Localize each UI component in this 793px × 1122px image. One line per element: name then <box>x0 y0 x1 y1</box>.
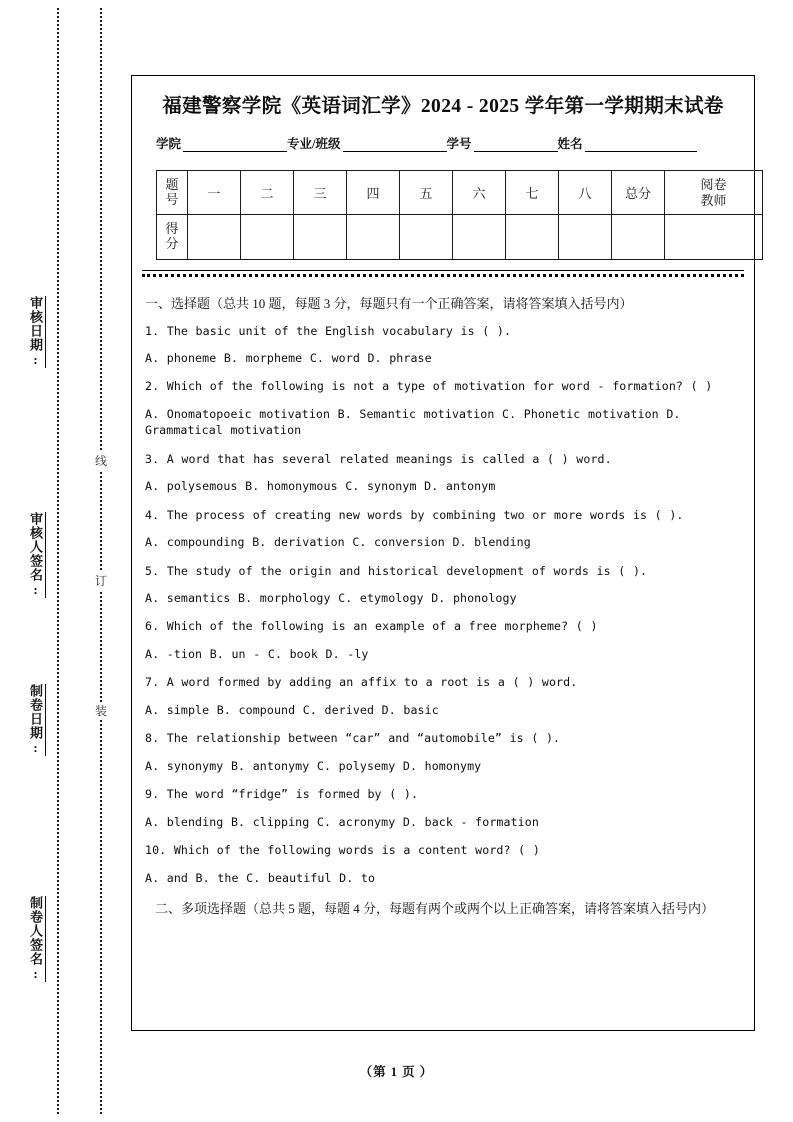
col-header-8: 八 <box>559 171 612 215</box>
section-two-heading: 二、多项选择题（总共 5 题，每题 4 分，每题有两个或两个以上正确答案，请将答案填入括号内） <box>155 901 715 917</box>
margin-label-maker-date <box>16 684 46 864</box>
question-options-10[interactable]: A. and B. the C. beautiful D. to <box>145 870 376 885</box>
binding-dotted-rule-outer <box>57 8 59 1114</box>
stub-score <box>157 215 188 260</box>
score-cell-3[interactable] <box>294 215 347 260</box>
student-name-field[interactable] <box>558 134 697 152</box>
binding-word-seal: 装 <box>90 702 112 720</box>
col-header-6: 六 <box>453 171 506 215</box>
binding-margin <box>0 0 130 1122</box>
section-one-heading: 一、选择题（总共 10 题，每题 3 分，每题只有一个正确答案，请将答案填入括号内） <box>145 296 633 311</box>
exam-paper-frame <box>131 75 755 1031</box>
score-cell-4[interactable] <box>347 215 400 260</box>
table-row-scores <box>157 215 763 260</box>
question-stem-9: 9. The word “fridge” is formed by ( ). <box>145 787 419 802</box>
student-name-input-blank[interactable] <box>585 138 697 152</box>
page-title: 福建警察学院《英语词汇学》2024 - 2025 学年第一学期期末试卷 <box>162 96 724 117</box>
stub-question-no-char1: 题 <box>165 176 179 192</box>
score-cell-grader[interactable] <box>665 215 763 260</box>
margin-label-review-signature-text: 审核人签名: <box>24 512 46 598</box>
score-table-container <box>156 170 730 260</box>
margin-label-review-signature <box>16 512 46 712</box>
stub-question-no-char2: 号 <box>165 191 179 207</box>
col-header-total: 总分 <box>612 171 665 215</box>
col-header-2: 二 <box>241 171 294 215</box>
question-options-4[interactable]: A. compounding B. derivation C. conversion D. blending <box>145 535 531 550</box>
question-options-1[interactable]: A. phoneme B. morpheme C. word D. phrase <box>145 350 432 365</box>
college-input-blank[interactable] <box>183 138 287 152</box>
stub-score-char1: 得 <box>165 221 179 237</box>
question-stem-1: 1. The basic unit of the English vocabulary is ( ). <box>145 323 512 338</box>
question-stem-5: 5. The study of the origin and historical development of words is ( ). <box>145 563 648 578</box>
col-header-1: 一 <box>188 171 241 215</box>
question-options-3[interactable]: A. polysemous B. homonymous C. synonym D. antonym <box>145 479 496 494</box>
student-name-label: 姓名 <box>557 137 583 151</box>
score-cell-2[interactable] <box>241 215 294 260</box>
margin-label-maker-signature-text: 制卷人签名: <box>24 896 46 982</box>
margin-label-maker-date-text: 制卷日期: <box>24 684 46 756</box>
separator-solid-line <box>142 270 744 271</box>
student-number-input-blank[interactable] <box>474 138 558 152</box>
score-table <box>156 170 763 260</box>
binding-word-line: 线 <box>90 452 112 470</box>
col-header-5: 五 <box>400 171 453 215</box>
student-number-field[interactable] <box>447 134 558 152</box>
question-stem-3: 3. A word that has several related meanings is called a ( ) word. <box>145 451 612 466</box>
question-options-5[interactable]: A. semantics B. morphology C. etymology D. phonology <box>145 591 517 606</box>
binding-word-bind: 订 <box>90 572 112 590</box>
question-options-2[interactable]: A. Onomatopoeic motivation B. Semantic motivation C. Phonetic motivation D. Grammatical motivation <box>145 406 681 438</box>
question-stem-10: 10. Which of the following words is a content word? ( ) <box>145 843 540 858</box>
question-stem-7: 7. A word formed by adding an affix to a root is a ( ) word. <box>145 675 578 690</box>
col-header-4: 四 <box>347 171 400 215</box>
score-cell-8[interactable] <box>559 215 612 260</box>
table-row-question-numbers <box>157 171 763 215</box>
binding-dotted-rule-inner <box>100 8 102 1114</box>
question-stem-8: 8. The relationship between “car” and “automobile” is ( ). <box>145 731 561 746</box>
question-options-7[interactable]: A. simple B. compound C. derived D. basic <box>145 702 439 717</box>
exam-body <box>132 277 754 919</box>
col-header-grader <box>665 171 763 215</box>
margin-label-review-date-text: 审核日期: <box>24 296 46 368</box>
student-number-label: 学号 <box>446 137 472 151</box>
student-info-line <box>156 134 740 152</box>
question-stem-6: 6. Which of the following is an example of a free morpheme? ( ) <box>145 619 598 634</box>
college-label: 学院 <box>156 137 182 151</box>
score-cell-7[interactable] <box>506 215 559 260</box>
score-cell-total[interactable] <box>612 215 665 260</box>
major-class-input-blank[interactable] <box>343 138 447 152</box>
margin-label-review-date <box>16 296 46 476</box>
col-header-3: 三 <box>294 171 347 215</box>
question-options-6[interactable]: A. -tion B. un - C. book D. -ly <box>145 646 369 661</box>
col-header-7: 七 <box>506 171 559 215</box>
score-cell-5[interactable] <box>400 215 453 260</box>
college-field[interactable] <box>156 134 287 152</box>
question-options-8[interactable]: A. synonymy B. antonymy C. polysemy D. homonymy <box>145 758 482 773</box>
question-stem-2: 2. Which of the following is not a type of motivation for word - formation? ( ) <box>145 379 713 394</box>
stub-score-char2: 分 <box>165 236 179 251</box>
col-header-grader-line2: 教师 <box>700 192 727 208</box>
major-class-field[interactable] <box>287 134 446 152</box>
col-header-grader-line1: 阅卷 <box>700 177 727 193</box>
major-class-label: 专业/班级 <box>287 137 341 151</box>
stub-question-no <box>157 171 188 215</box>
question-stem-4: 4. The process of creating new words by combining two or more words is ( ). <box>145 507 684 522</box>
question-options-9[interactable]: A. blending B. clipping C. acronymy D. back - formation <box>145 814 539 829</box>
score-cell-6[interactable] <box>453 215 506 260</box>
score-cell-1[interactable] <box>188 215 241 260</box>
page-footer: （第 1 页 ） <box>359 1065 434 1079</box>
